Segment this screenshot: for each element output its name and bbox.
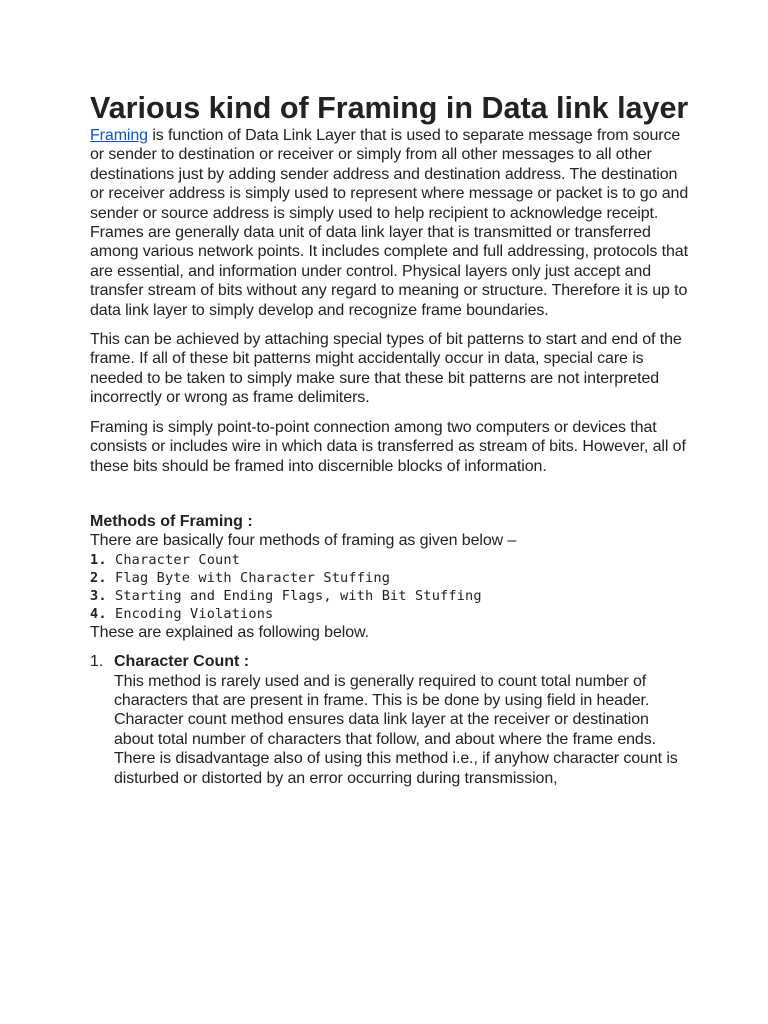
list-item-number: 4. (90, 605, 107, 622)
methods-list-item (90, 551, 690, 569)
character-count-heading: Character Count : (114, 653, 250, 671)
document-page (90, 90, 690, 788)
list-item-text: Character Count (115, 551, 241, 568)
methods-list-item (90, 587, 690, 605)
character-count-paragraph-2: There is disadvantage also of using this method i.e., if anyhow character count is disturbed or distorted by an error occurring during transmission, (114, 750, 678, 787)
section-number: 1. (90, 653, 104, 671)
section-body (114, 652, 679, 788)
methods-heading: Methods of Framing : (90, 512, 253, 530)
list-item-text: Flag Byte with Character Stuffing (115, 569, 391, 586)
character-count-paragraph-1: This method is rarely used and is generally required to count total number of characters that are present in frame. This is be done by using field in header. Character count method ensures data link layer at the receiver or destination about total number of characters that follow, and about where the frame ends. (114, 672, 656, 748)
methods-list (90, 551, 690, 623)
list-item-number: 3. (90, 587, 107, 604)
intro-paragraph-3: This can be achieved by attaching special types of bit patterns to start and end of the frame. If all of these bit patterns might accidentally occur in data, special care is needed to be taken to simply make sure that these bit patterns are not interpreted incorrectly or wrong as frame delimiters. (90, 331, 682, 407)
intro-paragraph-1 (90, 126, 690, 223)
list-item-number: 1. (90, 551, 107, 568)
framing-link[interactable]: Framing (90, 127, 148, 144)
methods-lead: There are basically four methods of framing as given below – (90, 532, 517, 550)
intro-paragraph-2: Frames are generally data unit of data link layer that is transmitted or transferred among various network points. It includes complete and full addressing, protocols that are essential, and information under control. Physical layers only just accept and transfer stream of bits without any regard to meaning or structure. Therefore it is up to data link layer to simply develop and recognize frame boundaries. (90, 224, 688, 319)
methods-after: These are explained as following below. (90, 623, 369, 641)
list-item-text: Starting and Ending Flags, with Bit Stuffing (115, 587, 482, 604)
intro-paragraph-4: Framing is simply point-to-point connection among two computers or devices that consists or includes wire in which data is transferred as stream of bits. However, all of these bits should be framed into discernible blocks of information. (90, 418, 686, 475)
list-item-number: 2. (90, 569, 107, 586)
spacer (90, 476, 690, 512)
methods-list-item (90, 569, 690, 587)
page-title: Various kind of Framing in Data link layer (90, 91, 689, 125)
methods-list-item (90, 605, 690, 623)
character-count-section (90, 652, 690, 788)
list-item-text: Encoding Violations (115, 605, 274, 622)
intro-paragraph-1-text: is function of Data Link Layer that is used to separate message from source or sender to destination or receiver or simply from all other messages to all other destinations just by adding sender address and destination address. The destination or receiver address is simply used to represent where message or packet is to go and sender or source address is simply used to help recipient to acknowledge receipt. (90, 127, 689, 222)
